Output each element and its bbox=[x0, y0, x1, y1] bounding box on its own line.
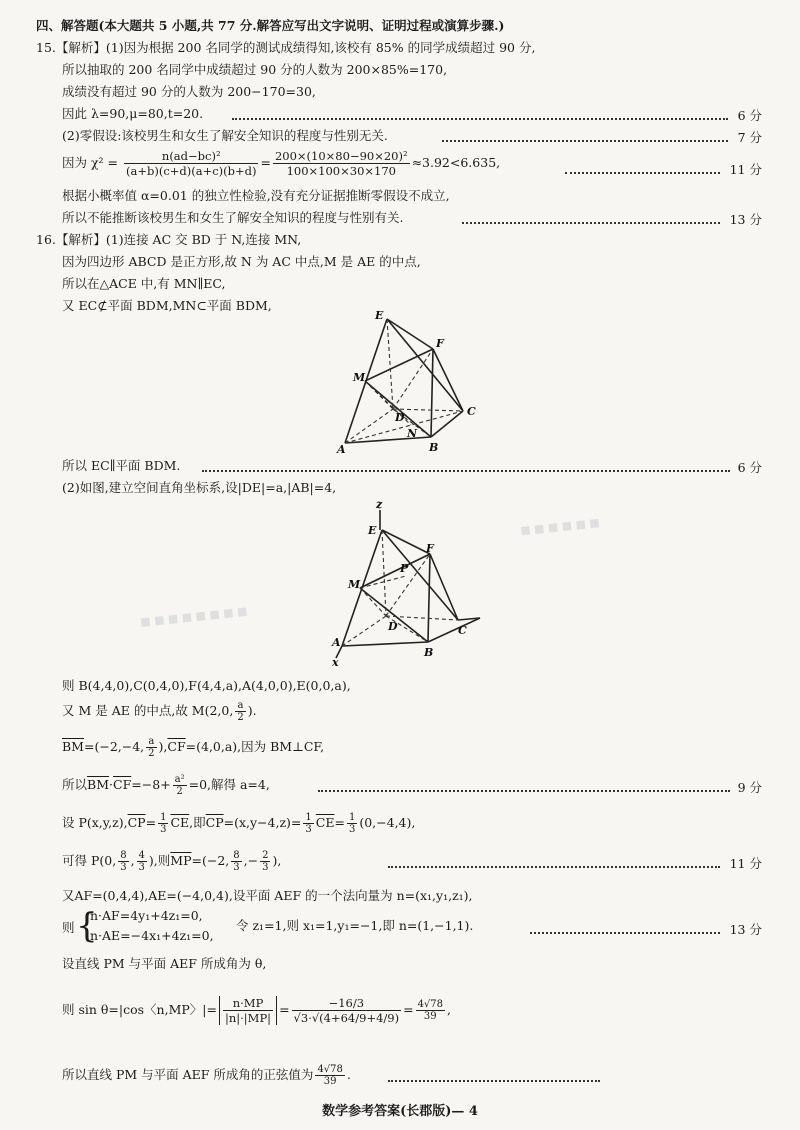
equals: = bbox=[403, 1002, 414, 1017]
q16-line-12 bbox=[62, 848, 281, 874]
q15-line-2: 所以抽取的 200 名同学中成绩超过 90 分的人数为 200×85%=170, bbox=[62, 62, 448, 77]
sin-theta: 则 sin θ=|cos〈n,MP〉|= bbox=[62, 1002, 217, 1017]
q16-line-1: 16.【解析】(1)连接 AC 交 BD 于 N,连接 MN, bbox=[36, 232, 302, 247]
then-sys: 则 bbox=[62, 920, 75, 935]
page-footer: 数学参考答案(长郡版)— 4 bbox=[322, 1104, 478, 1119]
dot-leader bbox=[232, 118, 728, 120]
fraction-numerator: 8 bbox=[120, 850, 127, 861]
fraction bbox=[260, 850, 270, 873]
watermark: ■ ■ ■ ■ ■ ■ bbox=[519, 515, 601, 538]
fraction-denominator: 2 bbox=[176, 786, 183, 797]
edge-mf bbox=[360, 554, 430, 588]
q16-line-10 bbox=[62, 772, 270, 798]
fraction bbox=[347, 812, 357, 835]
chi-fraction bbox=[124, 149, 258, 178]
result-fraction bbox=[416, 999, 445, 1022]
chi-square-formula: 因为 χ² = $\frac{\text{n(ad−bc)²}}{(a+b)(c+d)(a+c)(b+d)}$ = $\frac{\text{200×(10×80−90×20)²}}{100\times 100\times 30\times 170}$ ≈3.92<6.635, bbox=[62, 149, 501, 178]
edge-fc bbox=[430, 554, 458, 620]
edge-ec bbox=[382, 530, 458, 620]
m-midpoint-suffix: ). bbox=[247, 703, 257, 718]
section-header: 四、解答题(本大题共 5 小题,共 77 分.解答应写出文字说明、证明过程或演算步骤.) bbox=[36, 18, 505, 33]
q16-line-5: 所以 EC∥平面 BDM. bbox=[62, 458, 181, 473]
label-m: M bbox=[353, 371, 366, 384]
label-c: C bbox=[458, 624, 467, 637]
label-a: A bbox=[332, 636, 341, 649]
fraction-denominator: 3 bbox=[160, 824, 167, 835]
score-label: 11 分 bbox=[729, 162, 762, 177]
q15-line-4: 因此 λ=90,μ=80,t=20. bbox=[62, 106, 204, 121]
equals: = bbox=[334, 815, 345, 830]
score-label: 9 分 bbox=[737, 780, 762, 795]
dot-leader bbox=[388, 866, 720, 868]
text-namely: ,即 bbox=[189, 815, 206, 830]
label-c: C bbox=[467, 405, 476, 418]
watermark: ■ ■ ■ ■ ■ ■ ■ ■ bbox=[139, 604, 249, 629]
q16-line-3: 所以在△ACE 中,有 MN∥EC, bbox=[62, 276, 226, 291]
fraction bbox=[137, 850, 147, 873]
q16-line-13: 又AF=(0,4,4),AE=(−4,0,4),设平面 AEF 的一个法向量为 n=(x₁,y₁,z₁), bbox=[62, 888, 473, 903]
dot-leader bbox=[318, 790, 730, 792]
cos-fraction bbox=[219, 996, 277, 1025]
dot-leader bbox=[530, 932, 720, 934]
fraction-denominator: 2 bbox=[237, 712, 244, 723]
value-fraction bbox=[292, 996, 402, 1025]
chi-numerator: n(ad−bc)² bbox=[124, 149, 258, 164]
vector-cp: $\overline{CP}$ bbox=[127, 815, 146, 830]
fraction-numerator: 4√78 bbox=[417, 999, 444, 1010]
set-p: 设 P(x,y,z), bbox=[62, 815, 128, 830]
label-n: N bbox=[407, 427, 418, 440]
edge-bc bbox=[428, 618, 480, 642]
label-a: A bbox=[337, 443, 346, 455]
mp-coords: =(−2, bbox=[191, 853, 230, 868]
system-eq-1: n·AF=4y₁+4z₁=0, bbox=[90, 908, 203, 923]
dot-leader bbox=[442, 140, 728, 142]
label-e: E bbox=[368, 524, 377, 537]
label-f: F bbox=[436, 337, 444, 350]
vector-bm: $\overline{BM}$ bbox=[87, 777, 110, 792]
q16-line-16 bbox=[62, 990, 451, 1030]
q16-line-8 bbox=[62, 698, 257, 724]
brace: { bbox=[76, 906, 98, 946]
score-label: 6 分 bbox=[737, 460, 762, 475]
pyramid-figure-1 bbox=[335, 305, 505, 455]
edge-ad bbox=[345, 409, 393, 443]
comma-neg: ,− bbox=[243, 853, 259, 868]
dot-leader bbox=[202, 470, 730, 472]
period: . bbox=[346, 1067, 351, 1082]
pyramid-figure-2 bbox=[330, 498, 500, 668]
close-paren: ), bbox=[272, 853, 282, 868]
q16-line-17 bbox=[62, 1062, 351, 1088]
label-b: B bbox=[424, 646, 434, 659]
fraction-numerator: n·MP bbox=[223, 996, 273, 1011]
label-p: P bbox=[400, 562, 409, 575]
score-label: 7 分 bbox=[737, 130, 762, 145]
dot-leader bbox=[462, 222, 720, 224]
label-d: D bbox=[395, 411, 405, 424]
get-p: 可得 P(0, bbox=[62, 853, 117, 868]
q15-line-7: 根据小概率值 α=0.01 的独立性检验,没有充分证据推断零假设不成立, bbox=[62, 188, 450, 203]
edge-mb bbox=[365, 381, 431, 437]
conclusion: 所以直线 PM 与平面 AEF 所成角的正弦值为 bbox=[62, 1067, 314, 1082]
fraction-denominator: 3 bbox=[138, 862, 145, 873]
text-so: 所以 bbox=[62, 777, 88, 792]
chi-tail: ≈3.92<6.635, bbox=[411, 155, 501, 170]
cf-coords: =(4,0,a),因为 BM⊥CF, bbox=[185, 739, 325, 754]
fraction bbox=[173, 774, 187, 797]
cp-coords: =(x,y−4,z)= bbox=[223, 815, 302, 830]
equals: = bbox=[145, 815, 157, 830]
chi-value-fraction bbox=[273, 149, 410, 178]
bm-coords: =(−2,−4, bbox=[84, 739, 145, 754]
edge-fb bbox=[428, 554, 430, 642]
vector-ce: $\overline{CE}$ bbox=[315, 815, 335, 830]
fraction-numerator: 1 bbox=[305, 812, 312, 823]
fraction-denominator: |n|·|MP| bbox=[224, 1011, 272, 1025]
q16-line-4: 又 EC⊄平面 BDM,MN⊂平面 BDM, bbox=[62, 298, 272, 313]
solve-result: =0,解得 a=4, bbox=[188, 777, 270, 792]
fraction-denominator: 3 bbox=[305, 824, 312, 835]
q16-line-9 bbox=[62, 734, 324, 760]
fraction-numerator: 2 bbox=[262, 850, 269, 861]
q16-line-7: 则 B(4,4,0),C(0,4,0),F(4,4,a),A(4,0,0),E(0,0,a), bbox=[62, 678, 351, 693]
label-m: M bbox=[348, 578, 361, 591]
fraction-denominator: 3 bbox=[348, 824, 356, 835]
dot-leader bbox=[565, 172, 720, 174]
fraction-numerator: 8 bbox=[233, 850, 240, 861]
edge-ef bbox=[387, 319, 433, 349]
q15-line-1: 15.【解析】(1)因为根据 200 名同学的测试成绩得知,该校有 85% 的同学成绩超过 90 分, bbox=[36, 40, 536, 55]
edge-ad bbox=[342, 616, 386, 646]
dot-leader bbox=[388, 1080, 600, 1082]
vector-bm: $\overline{BM}$ bbox=[62, 739, 84, 754]
vector-cf: $\overline{CF}$ bbox=[167, 739, 186, 754]
fraction-numerator: 4 bbox=[138, 850, 145, 861]
comma: , bbox=[447, 1002, 452, 1017]
edge-ab bbox=[345, 437, 431, 443]
fraction bbox=[231, 850, 241, 873]
edge-md bbox=[360, 588, 386, 616]
q15-line-8: 所以不能推断该校男生和女生了解安全知识的程度与性别有关. bbox=[62, 210, 404, 225]
fraction-denominator: 3 bbox=[233, 862, 240, 873]
fraction bbox=[146, 736, 156, 759]
label-b: B bbox=[429, 441, 439, 454]
vector-cf: $\overline{CF}$ bbox=[113, 777, 132, 792]
score-label: 11 分 bbox=[729, 856, 762, 871]
q16-line-2: 因为四边形 ABCD 是正方形,故 N 为 AC 中点,M 是 AE 的中点, bbox=[62, 254, 421, 269]
dot-product-expr: =−8+ bbox=[131, 777, 171, 792]
m-midpoint-prefix: 又 M 是 AE 的中点,故 M(2,0, bbox=[62, 703, 234, 718]
q16-line-11 bbox=[62, 810, 415, 836]
q16-line-6: (2)如图,建立空间直角坐标系,设|DE|=a,|AB|=4, bbox=[62, 480, 337, 495]
chi-prefix: 因为 χ² = bbox=[62, 155, 119, 170]
vector-ce: $\overline{CE}$ bbox=[170, 815, 190, 830]
score-label: 13 分 bbox=[729, 922, 762, 937]
chi-denominator: (a+b)(c+d)(a+c)(b+d) bbox=[126, 164, 257, 178]
edge-fb bbox=[431, 349, 433, 437]
score-label: 6 分 bbox=[737, 108, 762, 123]
result-fraction bbox=[315, 1064, 344, 1087]
fraction bbox=[235, 700, 245, 723]
chi-value-numerator: 200×(10×80−90×20)² bbox=[274, 149, 408, 163]
edge-mb bbox=[360, 588, 428, 642]
fraction-numerator: a bbox=[235, 700, 245, 712]
fraction-numerator: −16/3 bbox=[292, 996, 402, 1011]
bm-close: ), bbox=[158, 739, 168, 754]
q15-line-5: (2)零假设:该校男生和女生了解安全知识的程度与性别无关. bbox=[62, 128, 388, 143]
fraction bbox=[118, 850, 128, 873]
fraction-denominator: 3 bbox=[262, 862, 269, 873]
fraction-numerator: 1 bbox=[160, 812, 167, 823]
fraction-numerator: a bbox=[146, 736, 156, 748]
fraction-numerator: 1 bbox=[348, 812, 356, 823]
edge-ed bbox=[382, 530, 386, 616]
label-x: x bbox=[332, 656, 339, 668]
fraction-numerator: 4√78 bbox=[317, 1064, 343, 1075]
label-z: z bbox=[376, 498, 383, 511]
ce-coords: (0,−4,4), bbox=[359, 815, 416, 830]
q16-line-15: 设直线 PM 与平面 AEF 所成角为 θ, bbox=[62, 956, 267, 971]
then: ),则 bbox=[148, 853, 171, 868]
comma: , bbox=[130, 853, 135, 868]
edge-ab bbox=[342, 642, 428, 646]
system-eq-2: n·AE=−4x₁+4z₁=0, bbox=[90, 928, 214, 943]
fraction bbox=[303, 812, 313, 835]
dot-operator: · bbox=[109, 777, 113, 792]
fraction-denominator: 39 bbox=[423, 1011, 437, 1022]
fraction-denominator: √3·√(4+64/9+4/9) bbox=[293, 1011, 400, 1025]
label-f: F bbox=[426, 542, 434, 555]
fraction bbox=[158, 812, 168, 835]
equals: = bbox=[279, 1002, 290, 1017]
fraction-denominator: 39 bbox=[323, 1076, 337, 1087]
label-d: D bbox=[388, 620, 398, 633]
edge-ef bbox=[382, 530, 430, 554]
label-e: E bbox=[375, 309, 384, 322]
vector-cp: $\overline{CP}$ bbox=[205, 815, 224, 830]
chi-value-denominator: 100×100×30×170 bbox=[286, 164, 396, 178]
q15-line-3: 成绩没有超过 90 分的人数为 200−170=30, bbox=[62, 84, 316, 99]
fraction-denominator: 3 bbox=[120, 862, 127, 873]
score-label: 13 分 bbox=[729, 212, 762, 227]
edge-mp bbox=[360, 576, 406, 588]
fraction-numerator: a² bbox=[174, 774, 185, 785]
vector-mp: $\overline{MP}$ bbox=[170, 853, 192, 868]
normal-vector: 令 z₁=1,则 x₁=1,y₁=−1,即 n=(1,−1,1). bbox=[236, 918, 474, 933]
fraction-denominator: 2 bbox=[148, 748, 155, 759]
edge-ed bbox=[387, 319, 393, 409]
